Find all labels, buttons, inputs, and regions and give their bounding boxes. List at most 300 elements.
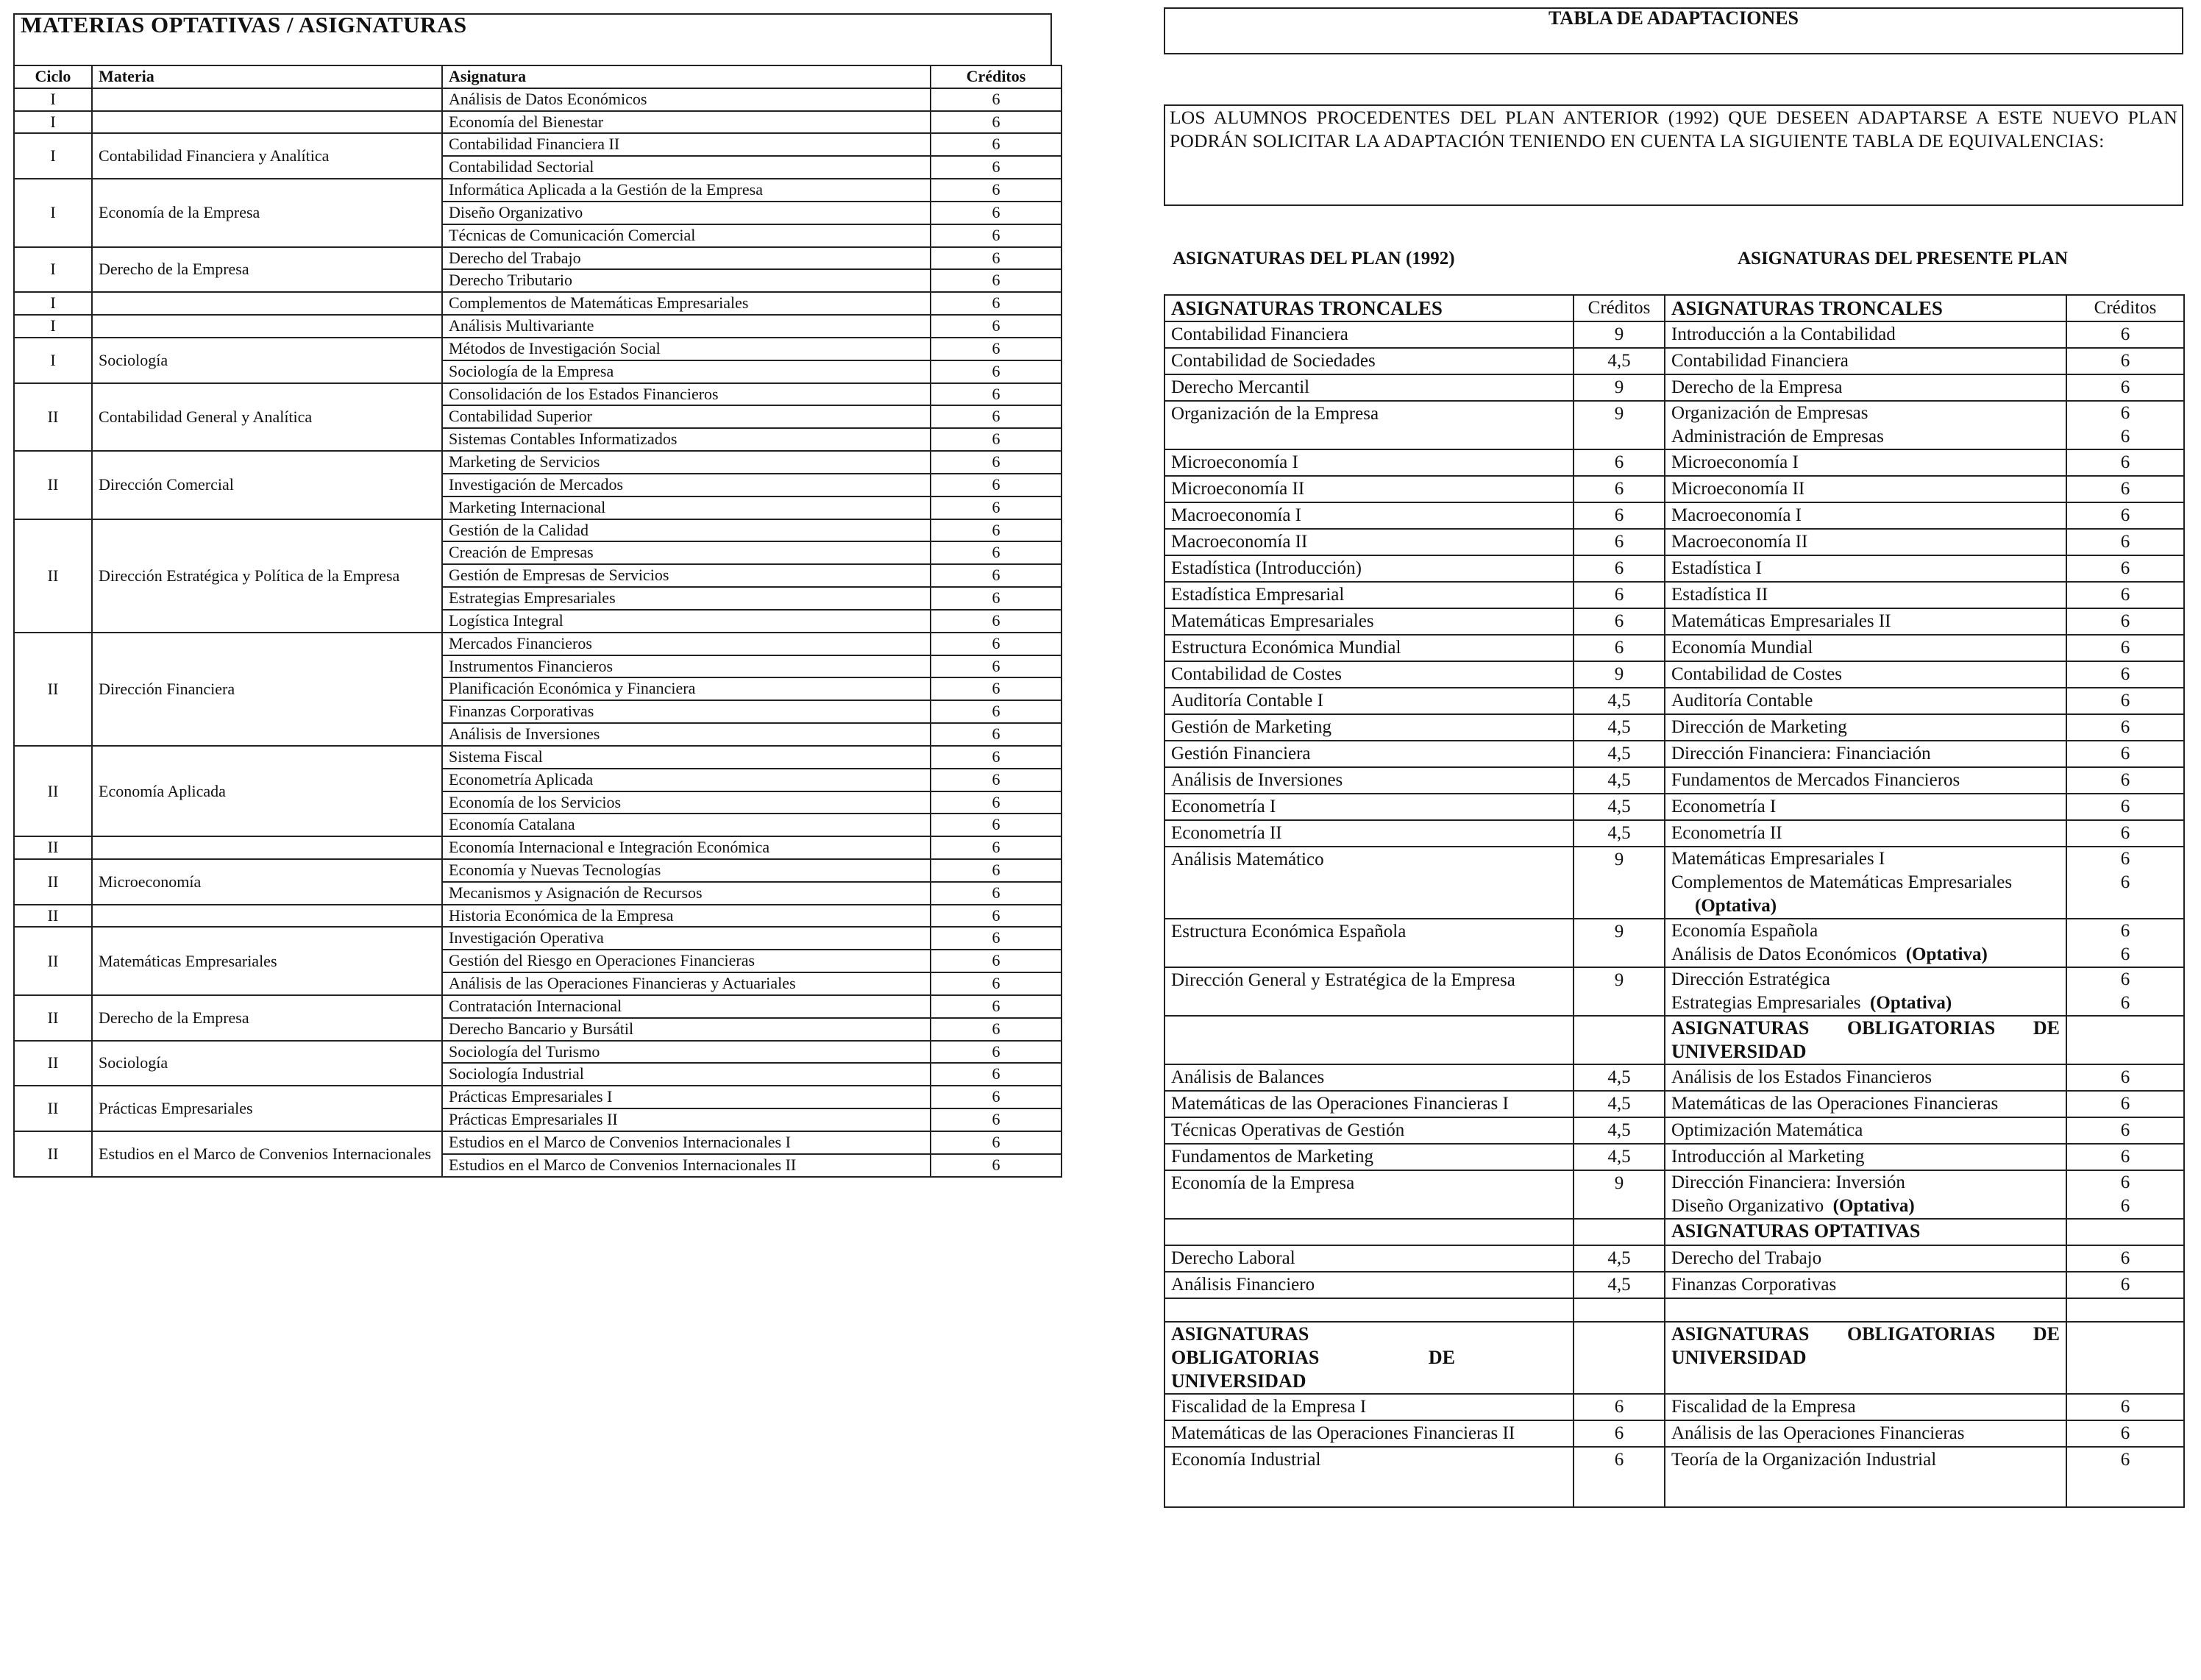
adaptacion-row	[1164, 1016, 2184, 1064]
new-creditos-cell	[2066, 1170, 2184, 1219]
old-creditos-cell: 6	[1574, 449, 1665, 476]
new-asignatura-cell	[1665, 582, 2066, 608]
old-creditos-cell: 4,5	[1574, 688, 1665, 714]
old-asignatura-cell: Estadística (Introducción)	[1164, 555, 1574, 582]
new-creditos-line: 6	[2120, 505, 2130, 525]
asignatura-cell: Investigación Operativa	[442, 927, 931, 950]
new-creditos-cell	[2066, 714, 2184, 741]
old-asignatura-cell: Economía de la Empresa	[1164, 1170, 1574, 1219]
asignatura-cell: Derecho Bancario y Bursátil	[442, 1018, 931, 1041]
old-asignatura-cell: Gestión de Marketing	[1164, 714, 1574, 741]
new-asignatura-cell	[1665, 608, 2066, 635]
old-asignatura-cell: Econometría II	[1164, 820, 1574, 847]
new-asignatura-cell	[1665, 1117, 2066, 1144]
new-asignatura-line: Finanzas Corporativas	[1671, 1275, 1837, 1295]
old-asignatura-cell: Gestión Financiera	[1164, 741, 1574, 767]
new-creditos-cell	[2066, 767, 2184, 794]
ciclo-cell: I	[14, 88, 92, 111]
new-asignatura-cell	[1665, 1091, 2066, 1117]
new-asignatura-cell	[1665, 919, 2066, 967]
optativa-tag: (Optativa)	[1824, 1196, 1915, 1216]
new-asignatura-cell	[1665, 661, 2066, 688]
creditos-cell: 6	[931, 1018, 1062, 1041]
new-creditos-line: 6	[2120, 1147, 2130, 1167]
new-asignatura-cell	[1665, 967, 2066, 1016]
materia-cell	[92, 836, 442, 859]
old-creditos-cell: 9	[1574, 401, 1665, 449]
new-asignatura-line: Teoría de la Organización Industrial	[1671, 1450, 1937, 1470]
new-creditos-cell	[2066, 661, 2184, 688]
new-creditos-line: 6	[2120, 585, 2130, 605]
asignatura-cell: Economía Catalana	[442, 814, 931, 836]
new-creditos-line: 6	[2120, 872, 2130, 892]
adaptacion-row	[1164, 847, 2184, 919]
adaptacion-row	[1164, 1447, 2184, 1507]
materia-cell: Contabilidad Financiera y Analítica	[92, 133, 442, 179]
asignatura-cell: Derecho Tributario	[442, 269, 931, 292]
adaptacion-row	[1164, 1219, 2184, 1245]
new-creditos-cell	[2066, 1447, 2184, 1507]
new-asignatura-cell	[1665, 502, 2066, 529]
ciclo-cell: II	[14, 746, 92, 836]
asignatura-cell: Economía Internacional e Integración Económica	[442, 836, 931, 859]
old-creditos-cell: 9	[1574, 847, 1665, 919]
adaptacion-row	[1164, 374, 2184, 401]
new-asignatura-line: Macroeconomía II	[1671, 532, 1808, 552]
ciclo-cell: I	[14, 315, 92, 338]
optativa-row	[14, 927, 1062, 950]
new-cred-empty-cell	[2066, 1322, 2184, 1394]
new-header-cell: ASIGNATURAS TRONCALES	[1665, 295, 2066, 321]
creditos-cell: 6	[931, 1108, 1062, 1131]
adaptacion-row	[1164, 688, 2184, 714]
asignatura-cell: Economía de los Servicios	[442, 791, 931, 814]
optativas-table	[13, 65, 1062, 1178]
new-creditos-cell	[2066, 741, 2184, 767]
new-asignatura-cell	[1665, 374, 2066, 401]
asignatura-cell: Métodos de Investigación Social	[442, 338, 931, 360]
blank-cell	[1164, 1298, 1574, 1322]
adaptacion-row	[1164, 401, 2184, 449]
old-asignatura-cell: Estadística Empresarial	[1164, 582, 1574, 608]
new-creditos-line: 6	[2120, 1120, 2130, 1140]
adaptacion-row	[1164, 502, 2184, 529]
new-asignatura-cell	[1665, 1394, 2066, 1420]
materia-cell: Prácticas Empresariales	[92, 1086, 442, 1131]
creditos-cell: 6	[931, 428, 1062, 451]
asignatura-cell: Marketing de Servicios	[442, 451, 931, 474]
right-title-box	[1164, 7, 2183, 54]
asignatura-cell: Análisis de las Operaciones Financieras y Actuariales	[442, 972, 931, 995]
creditos-cell: 6	[931, 451, 1062, 474]
new-asignatura-line: Microeconomía I	[1671, 452, 1799, 472]
old-asignatura-cell: Contabilidad de Costes	[1164, 661, 1574, 688]
asignatura-cell: Contratación Internacional	[442, 995, 931, 1018]
old-creditos-cell: 4,5	[1574, 1064, 1665, 1091]
old-asignatura-cell: Econometría I	[1164, 794, 1574, 820]
new-creditos-line: 6	[2120, 377, 2130, 397]
blank-cell	[1665, 1298, 2066, 1322]
creditos-cell: 6	[931, 1041, 1062, 1064]
creditos-cell: 6	[931, 338, 1062, 360]
new-asignatura-line: Análisis de los Estados Financieros	[1671, 1067, 1932, 1087]
creditos-cell: 6	[931, 882, 1062, 905]
notice-box	[1164, 104, 2183, 206]
blank-cell	[2066, 1298, 2184, 1322]
old-asignatura-cell: Microeconomía II	[1164, 476, 1574, 502]
ciclo-cell: II	[14, 519, 92, 633]
asignatura-cell: Historia Económica de la Empresa	[442, 905, 931, 928]
creditos-cell: 6	[931, 950, 1062, 972]
new-asignatura-line: Contabilidad Financiera	[1671, 351, 1849, 371]
new-cred-empty-cell	[2066, 1219, 2184, 1245]
new-creditos-line: 6	[2120, 1450, 2130, 1470]
creditos-cell: 6	[931, 315, 1062, 338]
new-creditos-cell	[2066, 919, 2184, 967]
optativa-row	[14, 88, 1062, 111]
old-creditos-cell: 9	[1574, 919, 1665, 967]
optativa-row	[14, 836, 1062, 859]
adaptacion-row	[1164, 1272, 2184, 1298]
new-creditos-cell	[2066, 1245, 2184, 1272]
new-asignatura-cell	[1665, 1170, 2066, 1219]
adaptacion-row	[1164, 476, 2184, 502]
adaptacion-row	[1164, 1144, 2184, 1170]
new-creditos-line: 6	[2120, 403, 2130, 423]
old-asignatura-cell: Análisis de Balances	[1164, 1064, 1574, 1091]
creditos-cell: 6	[931, 564, 1062, 587]
new-creditos-line: 6	[2120, 969, 2130, 989]
new-creditos-cell	[2066, 555, 2184, 582]
old-creditos-cell: 4,5	[1574, 1144, 1665, 1170]
old-section-heading: ASIGNATURAS OBLIGATORIAS DE UNIVERSIDAD	[1164, 1322, 1574, 1394]
old-creditos-cell: 9	[1574, 661, 1665, 688]
new-asignatura-cell	[1665, 529, 2066, 555]
new-asignatura-cell	[1665, 688, 2066, 714]
creditos-cell: 6	[931, 541, 1062, 564]
creditos-cell: 6	[931, 859, 1062, 882]
creditos-cell: 6	[931, 156, 1062, 179]
old-asignatura-cell: Análisis Financiero	[1164, 1272, 1574, 1298]
asignatura-cell: Economía del Bienestar	[442, 111, 931, 134]
adaptacion-row	[1164, 767, 2184, 794]
asignatura-cell: Economía y Nuevas Tecnologías	[442, 859, 931, 882]
adaptacion-row	[1164, 295, 2184, 321]
adaptacion-row	[1164, 1394, 2184, 1420]
new-section-heading: ASIGNATURAS OBLIGATORIAS DE UNIVERSIDAD	[1665, 1322, 2066, 1394]
creditos-cell: 6	[931, 791, 1062, 814]
old-creditos-cell: 6	[1574, 1420, 1665, 1447]
old-creditos-cell: 6	[1574, 529, 1665, 555]
new-asignatura-cell	[1665, 635, 2066, 661]
old-header-cell: ASIGNATURAS TRONCALES	[1164, 295, 1574, 321]
creditos-cell: 6	[931, 905, 1062, 928]
new-creditos-line: 6	[2120, 1196, 2130, 1216]
materia-cell: Matemáticas Empresariales	[92, 927, 442, 994]
adaptacion-row	[1164, 820, 2184, 847]
new-creditos-line: 6	[2120, 611, 2130, 631]
asignatura-cell: Sistema Fiscal	[442, 746, 931, 769]
old-creditos-cell: 4,5	[1574, 1245, 1665, 1272]
old-asignatura-cell: Fiscalidad de la Empresa I	[1164, 1394, 1574, 1420]
left-title-box	[13, 13, 1052, 66]
new-asignatura-line: Estadística II	[1671, 585, 1768, 605]
new-section-heading: ASIGNATURAS OPTATIVAS	[1665, 1219, 2066, 1245]
asignatura-cell: Logística Integral	[442, 610, 931, 633]
asignatura-cell: Instrumentos Financieros	[442, 655, 931, 678]
asignatura-cell: Informática Aplicada a la Gestión de la Empresa	[442, 179, 931, 202]
old-creditos-cell: 4,5	[1574, 767, 1665, 794]
creditos-cell: 6	[931, 1086, 1062, 1108]
ciclo-cell: II	[14, 905, 92, 928]
new-creditos-line: 6	[2120, 427, 2130, 446]
old-cred-empty-cell	[1574, 1322, 1665, 1394]
optativa-row	[14, 746, 1062, 769]
optativa-row	[14, 179, 1062, 202]
materia-cell: Dirección Estratégica y Política de la Empresa	[92, 519, 442, 633]
optativa-row	[14, 292, 1062, 315]
left-page-title: MATERIAS OPTATIVAS / ASIGNATURAS	[21, 12, 467, 38]
optativa-row	[14, 338, 1062, 360]
new-asignatura-line: Matemáticas de las Operaciones Financieras	[1671, 1094, 1999, 1114]
new-asignatura-line: Econometría I	[1671, 797, 1777, 816]
old-asignatura-cell: Economía Industrial	[1164, 1447, 1574, 1507]
new-asignatura-cell	[1665, 1447, 2066, 1507]
new-asignatura-line: Estrategias Empresariales (Optativa)	[1671, 993, 1952, 1013]
new-asignatura-cell	[1665, 820, 2066, 847]
new-asignatura-cell	[1665, 449, 2066, 476]
new-creditos-line: 6	[2120, 1094, 2130, 1114]
adaptacion-row	[1164, 919, 2184, 967]
new-asignatura-cell	[1665, 741, 2066, 767]
new-creditos-line: 6	[2120, 664, 2130, 684]
ciclo-cell: I	[14, 179, 92, 246]
creditos-cell: 6	[931, 247, 1062, 270]
old-asignatura-cell: Técnicas Operativas de Gestión	[1164, 1117, 1574, 1144]
old-creditos-cell: 9	[1574, 1170, 1665, 1219]
creditos-cell: 6	[931, 88, 1062, 111]
optativa-row	[14, 995, 1062, 1018]
new-creditos-line: 6	[2120, 558, 2130, 578]
asignatura-cell: Investigación de Mercados	[442, 474, 931, 496]
creditos-cell: 6	[931, 496, 1062, 519]
old-creditos-cell: 9	[1574, 967, 1665, 1016]
asignatura-cell: Marketing Internacional	[442, 496, 931, 519]
optativa-row	[14, 383, 1062, 406]
adaptaciones-body	[1164, 295, 2184, 1507]
new-asignatura-line: Microeconomía II	[1671, 479, 1805, 499]
old-creditos-cell: 4,5	[1574, 1272, 1665, 1298]
asignatura-cell: Análisis de Datos Económicos	[442, 88, 931, 111]
materia-cell: Derecho de la Empresa	[92, 247, 442, 293]
old-asignatura-cell: Microeconomía I	[1164, 449, 1574, 476]
new-asignatura-cell	[1665, 1272, 2066, 1298]
materia-cell: Economía de la Empresa	[92, 179, 442, 246]
materia-cell: Contabilidad General y Analítica	[92, 383, 442, 451]
new-creditos-cell	[2066, 502, 2184, 529]
new-creditos-line: 6	[2120, 823, 2130, 843]
adaptaciones-table	[1164, 294, 2185, 1508]
old-asignatura-cell: Fundamentos de Marketing	[1164, 1144, 1574, 1170]
new-asignatura-cell	[1665, 348, 2066, 374]
new-creditos-cell	[2066, 967, 2184, 1016]
creditos-cell: 6	[931, 1131, 1062, 1154]
adaptacion-row	[1164, 1322, 2184, 1394]
ciclo-cell: II	[14, 1041, 92, 1086]
old-plan-heading: ASIGNATURAS DEL PLAN (1992)	[1173, 249, 1455, 268]
optativa-row	[14, 315, 1062, 338]
creditos-cell: 6	[931, 610, 1062, 633]
new-asignatura-cell	[1665, 1245, 2066, 1272]
new-creditos-cell	[2066, 1272, 2184, 1298]
new-creditos-line: 6	[2120, 849, 2130, 869]
asignatura-cell: Diseño Organizativo	[442, 202, 931, 224]
new-creditos-cell	[2066, 1420, 2184, 1447]
old-creditos-header: Créditos	[1574, 295, 1665, 321]
adaptacion-row	[1164, 1091, 2184, 1117]
old-asignatura-cell: Análisis de Inversiones	[1164, 767, 1574, 794]
materia-cell	[92, 111, 442, 134]
old-creditos-cell: 6	[1574, 502, 1665, 529]
old-asignatura-cell: Matemáticas de las Operaciones Financieras II	[1164, 1420, 1574, 1447]
new-asignatura-line: Fundamentos de Mercados Financieros	[1671, 770, 1960, 790]
new-asignatura-line: Organización de Empresas	[1671, 403, 1868, 423]
creditos-cell: 6	[931, 224, 1062, 247]
optativa-row	[14, 1131, 1062, 1154]
new-asignatura-line: Análisis de las Operaciones Financieras	[1671, 1423, 1965, 1443]
new-creditos-line: 6	[2120, 1172, 2130, 1192]
new-asignatura-line: Estadística I	[1671, 558, 1762, 578]
old-asignatura-cell: Macroeconomía II	[1164, 529, 1574, 555]
new-asignatura-line: Dirección Estratégica	[1671, 969, 1830, 989]
materia-cell	[92, 292, 442, 315]
col-header-asignatura: Asignatura	[442, 65, 931, 88]
asignatura-cell: Gestión de Empresas de Servicios	[442, 564, 931, 587]
optativas-header-row	[14, 65, 1062, 88]
asignatura-cell: Estrategias Empresariales	[442, 587, 931, 610]
new-creditos-cell	[2066, 1091, 2184, 1117]
new-creditos-line: 6	[2120, 717, 2130, 737]
asignatura-cell: Sociología de la Empresa	[442, 360, 931, 383]
new-asignatura-line: Economía Española	[1671, 921, 1818, 941]
materia-cell: Estudios en el Marco de Convenios Internacionales	[92, 1131, 442, 1177]
asignatura-cell: Estudios en el Marco de Convenios Internacionales II	[442, 1154, 931, 1177]
ciclo-cell: II	[14, 927, 92, 994]
new-creditos-line: 6	[2120, 691, 2130, 711]
new-creditos-line: 6	[2120, 1067, 2130, 1087]
materia-cell: Sociología	[92, 338, 442, 383]
ciclo-cell: II	[14, 1131, 92, 1177]
materia-cell	[92, 88, 442, 111]
new-asignatura-line: Diseño Organizativo (Optativa)	[1671, 1196, 1915, 1216]
new-creditos-cell	[2066, 1394, 2184, 1420]
new-creditos-cell	[2066, 1117, 2184, 1144]
new-asignatura-line: Economía Mundial	[1671, 638, 1813, 658]
new-creditos-line: 6	[2120, 452, 2130, 472]
asignatura-cell: Gestión de la Calidad	[442, 519, 931, 542]
new-asignatura-line: Matemáticas Empresariales II	[1671, 611, 1891, 631]
new-asignatura-cell	[1665, 555, 2066, 582]
new-creditos-cell	[2066, 820, 2184, 847]
old-creditos-cell: 4,5	[1574, 1091, 1665, 1117]
asignatura-cell: Sistemas Contables Informatizados	[442, 428, 931, 451]
asignatura-cell: Planificación Económica y Financiera	[442, 677, 931, 700]
materia-cell: Dirección Financiera	[92, 633, 442, 746]
creditos-cell: 6	[931, 746, 1062, 769]
adaptacion-row	[1164, 348, 2184, 374]
adaptacion-row	[1164, 555, 2184, 582]
notice-text: LOS ALUMNOS PROCEDENTES DEL PLAN ANTERIOR (1992) QUE DESEEN ADAPTARSE A ESTE NUEVO PLAN PODRÁN SOLICITAR LA ADAPTACIÓN TENIENDO EN CUENTA LA SIGUIENTE TABLA DE EQUIVALENCIAS:	[1170, 107, 2177, 152]
creditos-cell: 6	[931, 179, 1062, 202]
new-creditos-cell	[2066, 608, 2184, 635]
creditos-cell: 6	[931, 677, 1062, 700]
creditos-cell: 6	[931, 927, 1062, 950]
old-creditos-cell: 6	[1574, 1394, 1665, 1420]
adaptacion-row	[1164, 714, 2184, 741]
asignatura-cell: Consolidación de los Estados Financieros	[442, 383, 931, 406]
adaptacion-row	[1164, 635, 2184, 661]
old-asignatura-cell: Matemáticas de las Operaciones Financieras I	[1164, 1091, 1574, 1117]
creditos-cell: 6	[931, 723, 1062, 746]
materia-cell: Derecho de la Empresa	[92, 995, 442, 1041]
creditos-cell: 6	[931, 836, 1062, 859]
asignatura-cell: Finanzas Corporativas	[442, 700, 931, 723]
new-asignatura-cell	[1665, 1144, 2066, 1170]
new-creditos-line: 6	[2120, 1423, 2130, 1443]
asignatura-cell: Prácticas Empresariales II	[442, 1108, 931, 1131]
ciclo-cell: II	[14, 451, 92, 519]
optativa-row	[14, 1041, 1062, 1064]
adaptacion-row	[1164, 967, 2184, 1016]
new-plan-heading: ASIGNATURAS DEL PRESENTE PLAN	[1738, 249, 2068, 268]
creditos-cell: 6	[931, 269, 1062, 292]
materia-cell	[92, 905, 442, 928]
ciclo-cell: I	[14, 133, 92, 179]
new-creditos-cell	[2066, 374, 2184, 401]
asignatura-cell: Contabilidad Sectorial	[442, 156, 931, 179]
new-creditos-line: 6	[2120, 1397, 2130, 1417]
new-asignatura-line: Dirección Financiera: Financiación	[1671, 744, 1931, 764]
new-cred-empty-cell	[2066, 1016, 2184, 1064]
old-creditos-cell: 4,5	[1574, 794, 1665, 820]
old-empty-cell	[1164, 1016, 1574, 1064]
new-creditos-cell	[2066, 847, 2184, 919]
ciclo-cell: II	[14, 633, 92, 746]
creditos-cell: 6	[931, 972, 1062, 995]
new-creditos-line: 6	[2120, 638, 2130, 658]
new-creditos-line: 6	[2120, 1275, 2130, 1295]
new-asignatura-cell	[1665, 714, 2066, 741]
new-asignatura-line: Macroeconomía I	[1671, 505, 1802, 525]
optativa-row	[14, 1086, 1062, 1108]
old-asignatura-cell: Macroeconomía I	[1164, 502, 1574, 529]
optativa-tag: (Optativa)	[1896, 944, 1988, 964]
new-creditos-line: 6	[2120, 921, 2130, 941]
creditos-cell: 6	[931, 814, 1062, 836]
creditos-cell: 6	[931, 383, 1062, 406]
new-asignatura-line: Dirección Financiera: Inversión	[1671, 1172, 1905, 1192]
adaptacion-row	[1164, 529, 2184, 555]
creditos-cell: 6	[931, 1154, 1062, 1177]
new-creditos-cell	[2066, 1064, 2184, 1091]
old-asignatura-cell: Contabilidad Financiera	[1164, 321, 1574, 348]
asignatura-cell: Contabilidad Financiera II	[442, 133, 931, 156]
materia-cell: Economía Aplicada	[92, 746, 442, 836]
adaptacion-row	[1164, 582, 2184, 608]
adaptacion-row	[1164, 608, 2184, 635]
right-page-title: TABLA DE ADAPTACIONES	[1548, 7, 1799, 29]
new-asignatura-line: Introducción a la Contabilidad	[1671, 324, 1896, 344]
